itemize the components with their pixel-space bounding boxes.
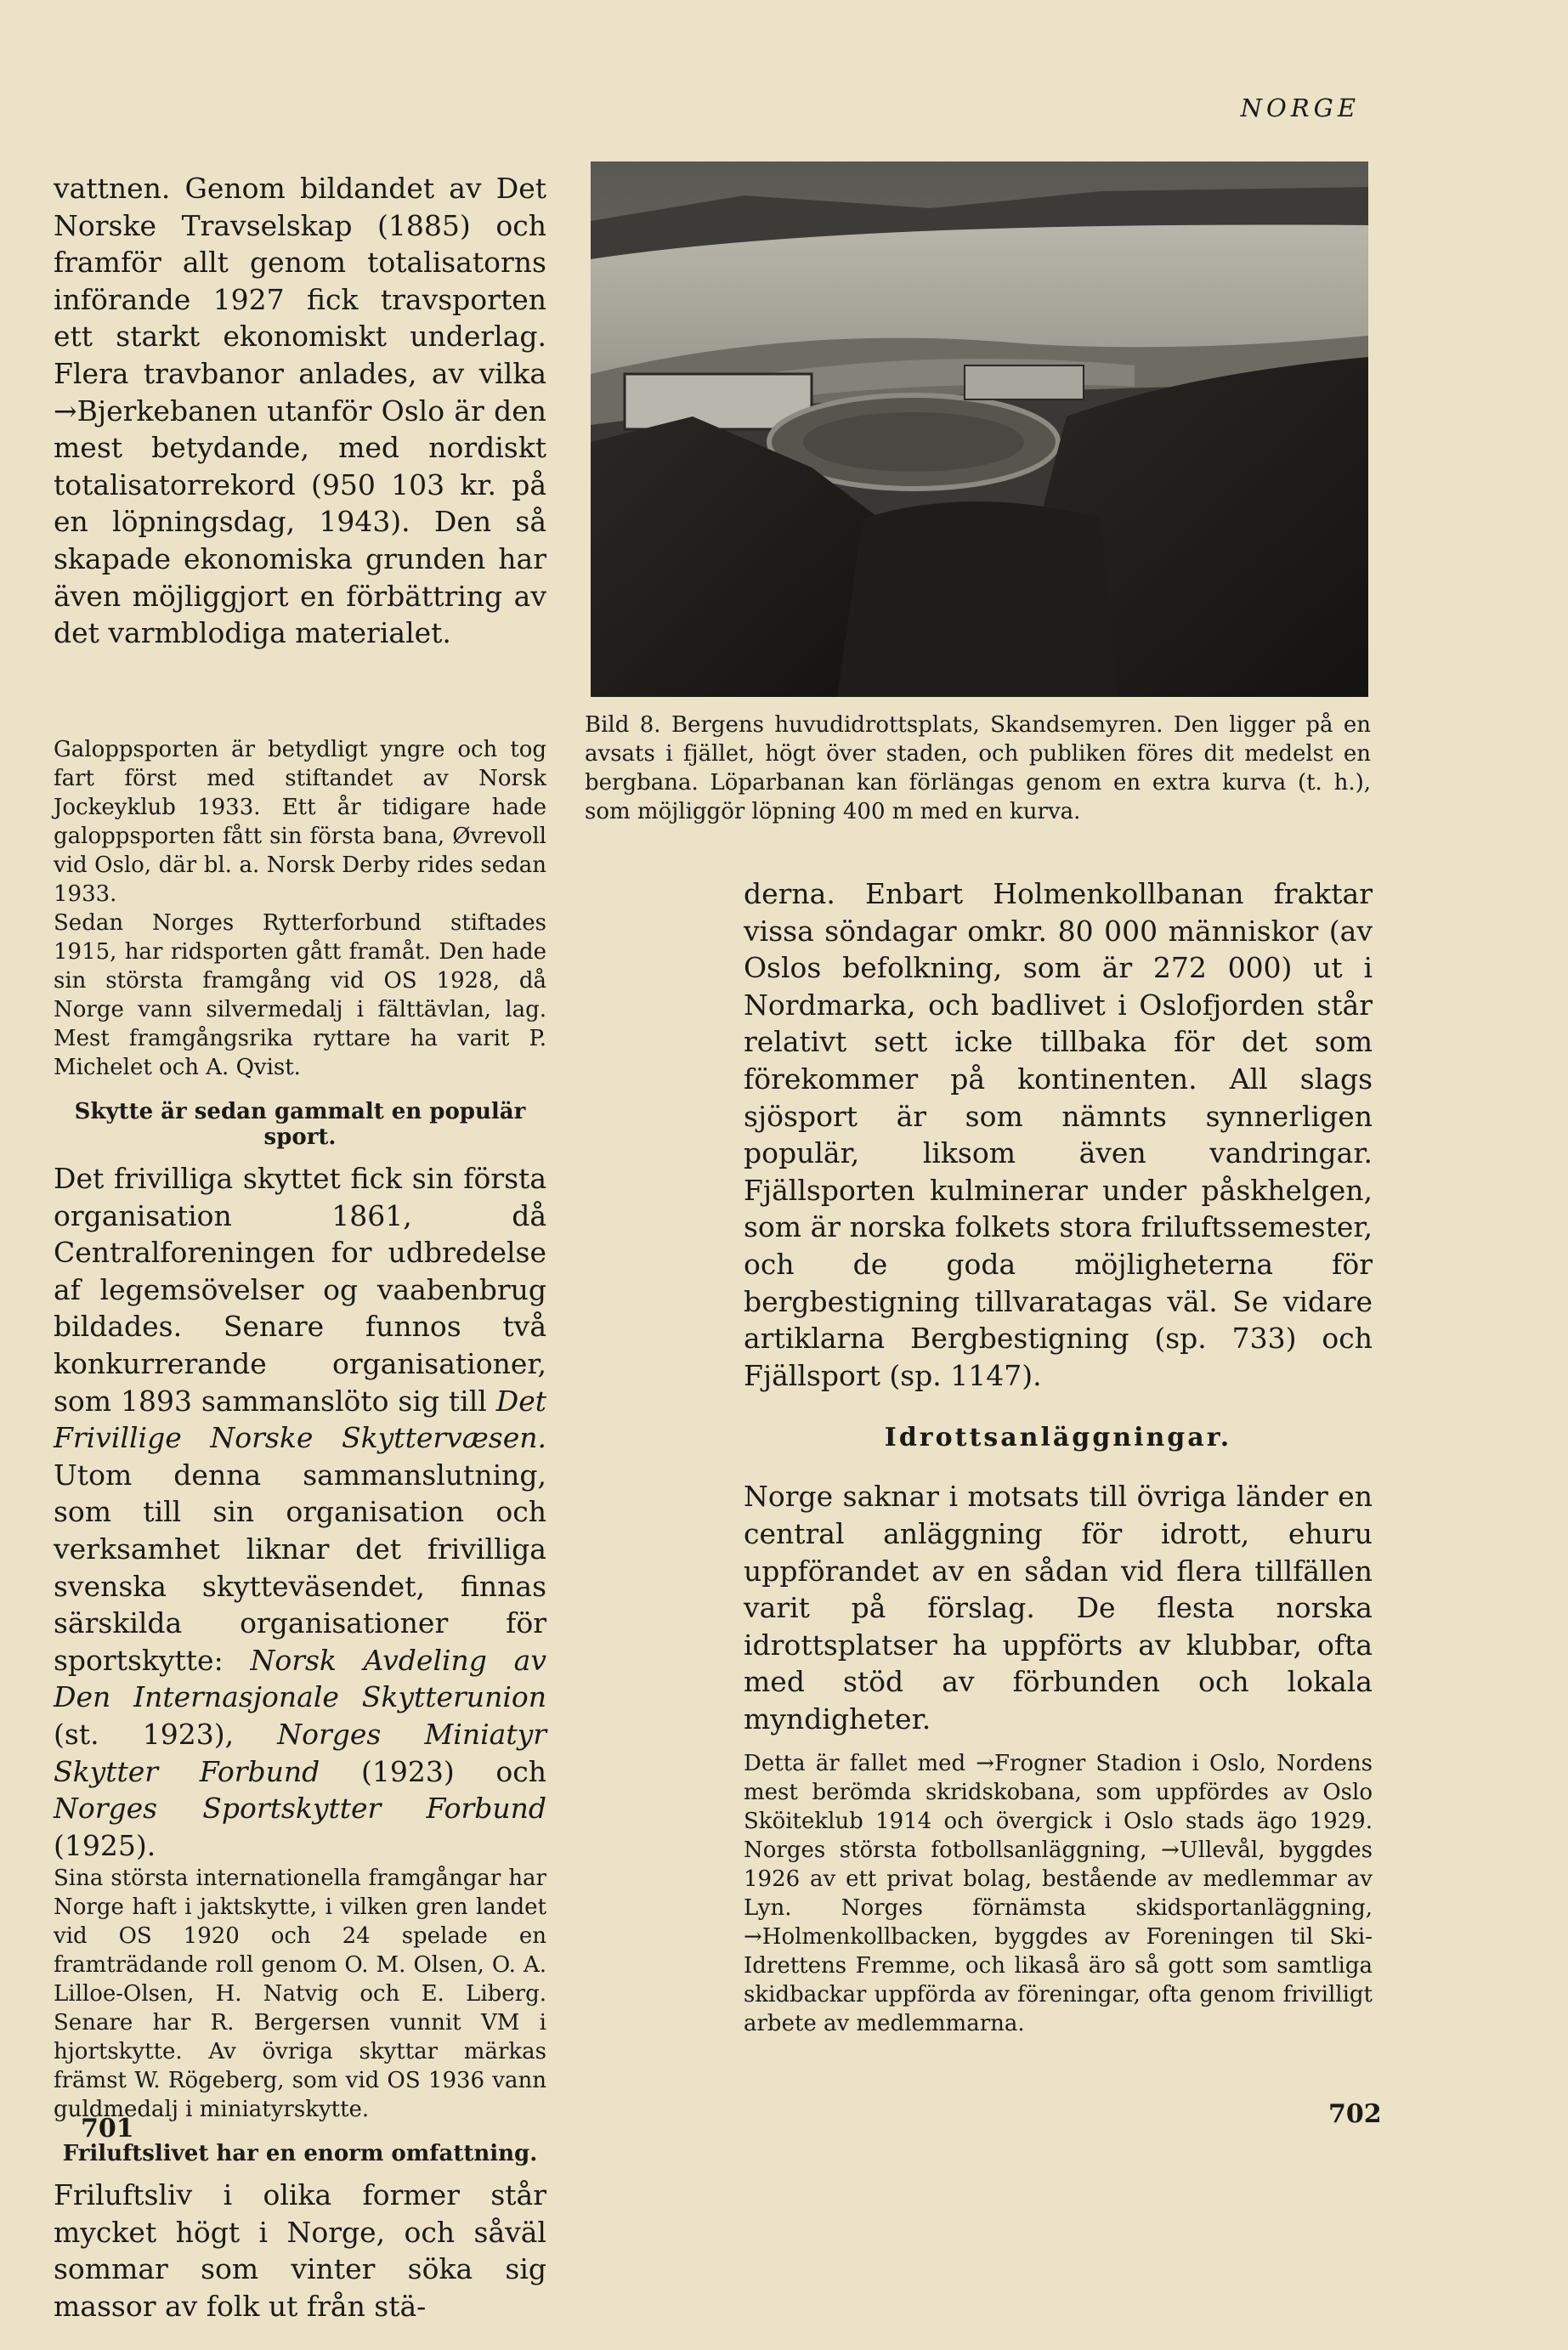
paragraph-stadion: Detta är fallet med →Frogner Stadion i Oslo, Nordens mest berömda skridskobana, som uppfördes av Oslo Sköiteklub 1914 och övergick i Oslo stads ägo 1929. Norges största fotbollsanläggning, →Ullevål, byggdes 1926 av ett privat bolag, bestående av medlemmar av Lyn. Norges förnämsta skidsportanläggning, →Holmenkollbacken, byggdes av Foreningen til Ski-Idrettens Fremme, och likaså äro så gott som samtliga skidbackar uppförda av föreningar, ofta genom frivilligt arbete av medlemmarna. xyxy=(744,1751,1373,2037)
paragraph-anlaggningar: Norge saknar i motsats till övriga länder en central anläggning för idrott, ehuru uppförandet av en sådan vid flera tillfällen varit på förslag. De flesta norska idrottsplatser ha uppförts av klubbar, ofta med stöd av förbunden och lokala myndigheter. xyxy=(744,1480,1373,1736)
section-heading-idrottsanlaggningar: Idrottsanläggningar. xyxy=(884,1423,1232,1453)
text-run: (st. 1923), xyxy=(54,1717,278,1751)
figure-caption: Bild 8. Bergens huvudidrottsplats, Skandsemyren. Den ligger på en avsats i fjället, högt över staden, och publiken föres dit medelst en bergbana. Löparbanan kan förlängas genom en extra kurva (t. h.), som möjliggör löpning 400 m med en kurva. xyxy=(585,712,1371,824)
running-header: NORGE xyxy=(1240,93,1360,122)
subheading-skytte: Skytte är sedan gammalt en populär sport. xyxy=(74,1099,526,1150)
paragraph-ridsport: Sedan Norges Rytterforbund stiftades 1915, har ridsporten gått framåt. Den hade sin största framgång vid OS 1928, då Norge vann silvermedalj i fälttävlan, lag. Mest framgångsrika ryttare ha varit P. Michelet och A. Qvist. xyxy=(54,910,546,1080)
left-column-body xyxy=(54,735,546,2325)
page-number-left: 701 xyxy=(81,2114,134,2143)
paragraph-skytte xyxy=(54,1160,546,1864)
org-name: Norsk Avdeling av Den Internasjonale Skytterunion xyxy=(54,1643,546,1714)
text-run: (1923) och xyxy=(320,1754,546,1788)
text-run: Utom denna sammanslutning, som till sin organisation och verksamhet liknar det frivilliga svenska skytteväsendet, finnas särskilda organisationer för sportskytte: xyxy=(54,1458,546,1677)
org-name: Det Frivillige Norske Skyttervæsen. xyxy=(54,1384,546,1455)
left-column-top xyxy=(54,170,546,652)
text-run: Det frivilliga skyttet fick sin första organisation 1861, då Centralforeningen for udbredelse af legemsövelser og vaabenbrug bildades. Senare funnos två konkurrerande organisationer, som 1893 sammanslöto sig till xyxy=(54,1162,546,1418)
paragraph-trotting: vattnen. Genom bildandet av Det Norske Travselskap (1885) och framför allt genom totalisatorns införande 1927 fick travsporten ett starkt ekonomiskt underlag. Flera travbanor anlades, av vilka →Bjerkebanen utanför Oslo är den mest betydande, med nordiskt totalisatorrekord (950 103 kr. på en löpningsdag, 1943). Den så skapade ekonomiska grunden har även möjliggjort en förbättring av det varmblodiga materialet. xyxy=(54,172,546,650)
subheading-friluftsliv: Friluftslivet har en enorm omfattning. xyxy=(62,2141,538,2167)
page-number-right: 702 xyxy=(1328,2099,1382,2129)
org-name: Norges Miniatyr Skytter Forbund xyxy=(54,1717,547,1788)
stadium-photo-illustration xyxy=(591,161,1368,697)
right-column xyxy=(744,875,1373,2038)
paragraph-jaktskytte: Sina största internationella framgångar har Norge haft i jaktskytte, i vilken gren landet vid OS 1920 och 24 spelade en framträdande roll genom O. M. Olsen, O. A. Lilloe-Olsen, H. Natvig och E. Liberg. Senare har R. Bergersen vunnit VM i hjortskytte. Av övriga skyttar märkas främst W. Rögeberg, som vid OS 1936 vann guldmedalj i miniatyrskytte. xyxy=(54,1866,546,2123)
paragraph-friluftsliv: Friluftsliv i olika former står mycket högt i Norge, och såväl sommar som vinter söka sig massor av folk ut från stä- xyxy=(54,2178,546,2324)
paragraph-friluftsliv-cont: derna. Enbart Holmenkollbanan fraktar vissa söndagar omkr. 80 000 människor (av Oslos befolkning, som är 272 000) ut i Nordmarka, och badlivet i Oslofjorden står relativt sett icke tillbaka för det som förekommer på kontinenten. All slags sjösport är som nämnts synnerligen populär, liksom även vandringar. Fjällsporten kulminerar under påskhelgen, som är norska folkets stora friluftssemester, och de goda möjligheterna för bergbestigning tillvaratagas väl. Se vidare artiklarna Bergbestigning (sp. 733) och Fjällsport (sp. 1147). xyxy=(744,877,1373,1392)
stadium-photo xyxy=(591,161,1368,697)
org-name: Norges Sportskytter Forbund xyxy=(54,1792,546,1826)
paragraph-galopp: Galoppsporten är betydligt yngre och tog fart först med stiftandet av Norsk Jockeyklub 1933. Ett år tidigare hade galoppsporten fått sin första bana, Øvrevoll vid Oslo, där bl. a. Norsk Derby rides sedan 1933. xyxy=(54,737,546,907)
text-run: (1925). xyxy=(54,1828,156,1862)
